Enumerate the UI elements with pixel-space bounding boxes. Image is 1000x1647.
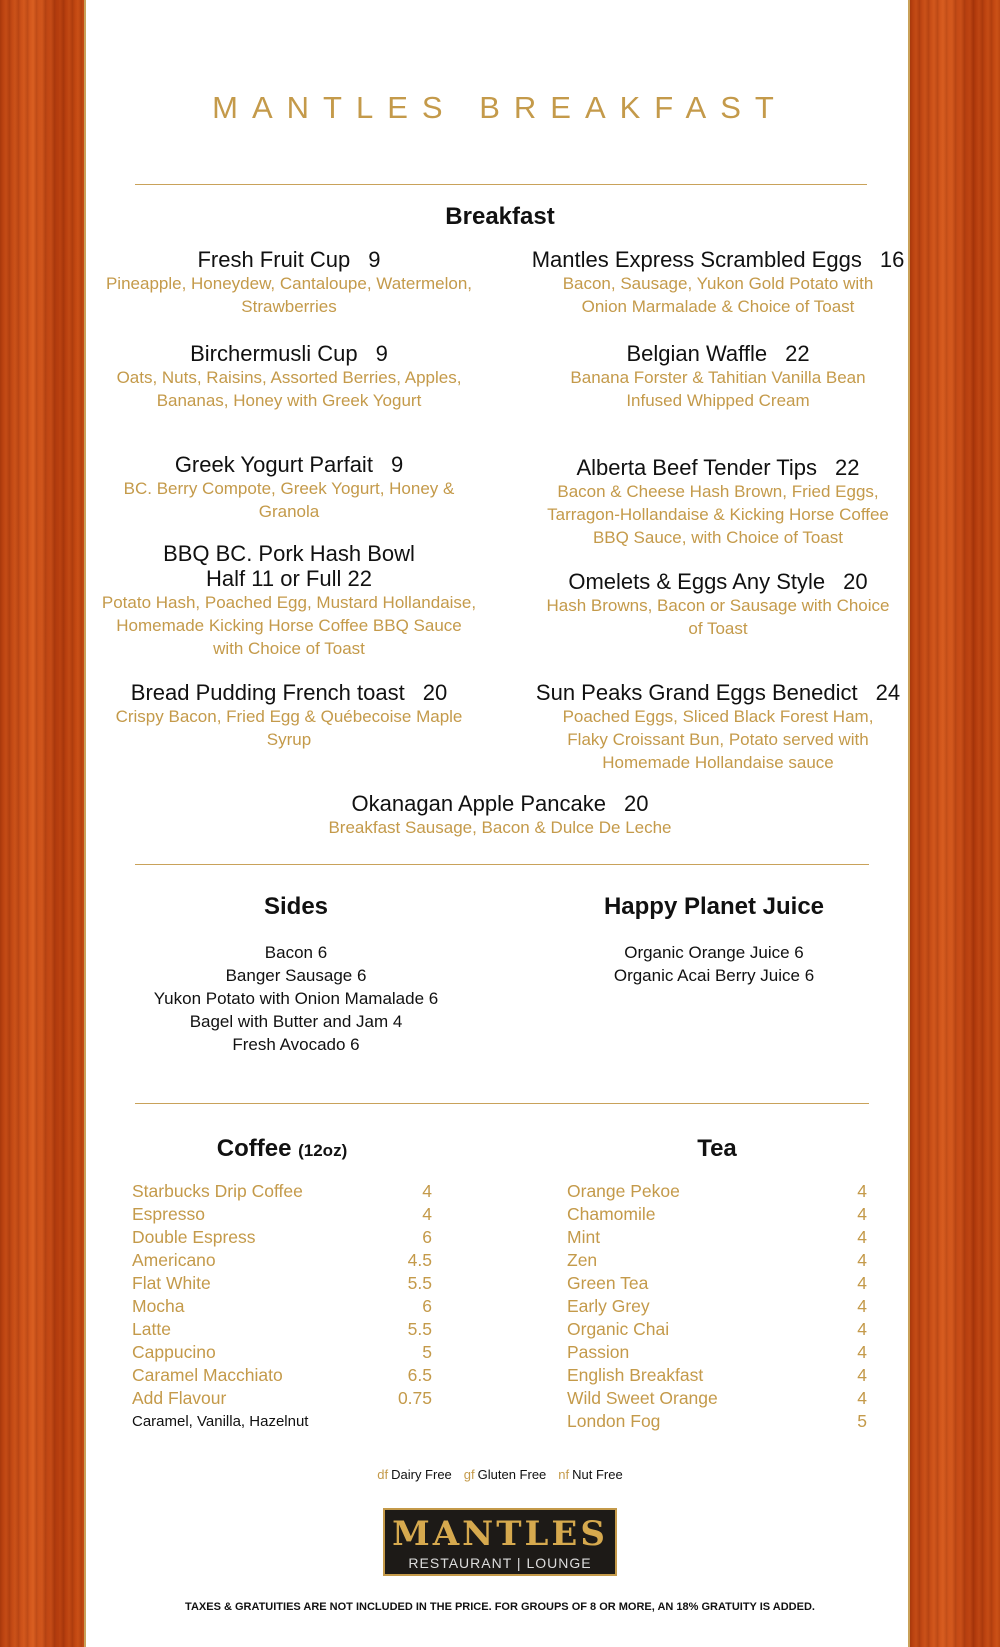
price-row: [567, 1249, 867, 1272]
menu-title: MANTLES BREAKFAST: [212, 90, 788, 125]
coffee-heading: [132, 1135, 432, 1163]
legend-abbr: gf: [463, 1467, 475, 1482]
menu-item-description: with Choice of Toast: [213, 639, 365, 658]
drink-price: 4: [857, 1181, 867, 1201]
list-item: Banger Sausage 6: [225, 966, 367, 985]
legend-abbr: df: [377, 1467, 389, 1482]
drink-name: English Breakfast: [567, 1365, 704, 1385]
list-item: Yukon Potato with Onion Mamalade 6: [153, 989, 439, 1008]
menu-item-price: 9: [368, 247, 381, 272]
legend-abbr: nf: [558, 1467, 570, 1482]
menu-item-description: Infused Whipped Cream: [626, 391, 810, 410]
menu-item-price: 16: [879, 247, 905, 272]
menu-item-description: of Toast: [688, 619, 748, 638]
menu-item-description: Homemade Hollandaise sauce: [602, 753, 834, 772]
drink-name: Zen: [567, 1250, 598, 1270]
price-row: [132, 1318, 432, 1341]
legend-label: Gluten Free: [477, 1467, 547, 1482]
drink-name: Orange Pekoe: [567, 1181, 680, 1201]
logo-tagline: RESTAURANT | LOUNGE: [408, 1555, 592, 1571]
menu-item-name: Belgian Waffle: [626, 341, 768, 366]
sides-heading: Sides: [263, 893, 329, 920]
menu-item: [520, 341, 916, 412]
menu-item-title: [520, 680, 916, 705]
drink-name: Double Espress: [132, 1227, 256, 1247]
menu-item: [84, 247, 494, 318]
menu-item-price: 22: [835, 455, 860, 480]
menu-item-description: Pineapple, Honeydew, Cantaloupe, Watermelon,: [105, 274, 473, 293]
drink-name: Organic Chai: [567, 1319, 670, 1339]
drink-price: 4: [857, 1296, 867, 1316]
breakfast-heading: Breakfast: [445, 203, 555, 230]
drink-name: Mocha: [132, 1296, 185, 1316]
menu-item-description: Homemade Kicking Horse Coffee BBQ Sauce: [116, 616, 462, 635]
logo-name: MANTLES: [392, 1514, 608, 1554]
menu-item-title: [84, 541, 494, 566]
menu-item-description: Syrup: [266, 730, 312, 749]
price-row: [132, 1295, 432, 1318]
menu-item-name: Mantles Express Scrambled Eggs: [531, 247, 862, 272]
menu-item: [84, 680, 494, 751]
price-row: [132, 1272, 432, 1295]
dietary-legend: [0, 1467, 1000, 1482]
menu-item-title: [250, 791, 750, 816]
drink-price: 6.5: [407, 1365, 432, 1385]
menu-item: [84, 452, 494, 523]
menu-item-description: Tarragon-Hollandaise & Kicking Horse Coffee: [547, 505, 889, 524]
drink-price: 4: [857, 1388, 867, 1408]
drink-price: 4: [857, 1250, 867, 1270]
drink-name: Starbucks Drip Coffee: [132, 1181, 303, 1201]
drink-price: 4: [422, 1181, 432, 1201]
juice-heading: Happy Planet Juice: [603, 893, 825, 920]
menu-item-description: Potato Hash, Poached Egg, Mustard Hollandaise,: [101, 593, 477, 612]
menu-item-portion: Half 11 or Full 22: [206, 566, 372, 591]
menu-item: [520, 455, 916, 549]
drink-price: 6: [422, 1227, 432, 1247]
menu-item-description: Bacon, Sausage, Yukon Gold Potato with: [562, 274, 874, 293]
legend-label: Dairy Free: [391, 1467, 452, 1482]
price-row: [132, 1249, 432, 1272]
menu-item-title: [84, 452, 494, 477]
legend-label: Nut Free: [572, 1467, 623, 1482]
divider: [135, 864, 869, 865]
price-row: [132, 1341, 432, 1364]
menu-item-description: Poached Eggs, Sliced Black Forest Ham,: [562, 707, 874, 726]
menu-item-description: Strawberries: [241, 297, 337, 316]
menu-item-name: Birchermusli Cup: [190, 341, 358, 366]
menu-item-description: BC. Berry Compote, Greek Yogurt, Honey &: [123, 479, 455, 498]
menu-item-description: Crispy Bacon, Fried Egg & Québecoise Maple: [115, 707, 463, 726]
menu-item: [520, 247, 916, 318]
juice-list: [584, 941, 844, 987]
price-row: [567, 1180, 867, 1203]
coffee-list: [132, 1180, 432, 1410]
menu-item-price: 20: [422, 680, 448, 705]
divider: [135, 184, 867, 185]
menu-item-title: [520, 247, 916, 272]
list-item: Organic Acai Berry Juice 6: [613, 966, 815, 985]
menu-item-description: Banana Forster & Tahitian Vanilla Bean: [570, 368, 866, 387]
drink-price: 4: [422, 1204, 432, 1224]
price-row: [567, 1410, 867, 1433]
menu-item-description: Bacon & Cheese Hash Brown, Fried Eggs,: [557, 482, 879, 501]
menu-item-price: 9: [375, 341, 388, 366]
drink-name: Green Tea: [567, 1273, 649, 1293]
menu-item-description: Onion Marmalade & Choice of Toast: [581, 297, 855, 316]
price-row: [132, 1226, 432, 1249]
menu-item: [84, 341, 494, 412]
price-row: [567, 1318, 867, 1341]
price-row: [567, 1295, 867, 1318]
menu-item-price: 9: [390, 452, 404, 477]
price-row: [567, 1226, 867, 1249]
drink-price: 5: [422, 1342, 432, 1362]
drink-name: Flat White: [132, 1273, 211, 1293]
drink-name: Mint: [567, 1227, 601, 1247]
drink-name: Latte: [132, 1319, 171, 1339]
drink-name: Early Grey: [567, 1296, 650, 1316]
drink-price: 5.5: [407, 1273, 432, 1293]
menu-item: [520, 680, 916, 774]
coffee-size-note: (12oz): [298, 1141, 348, 1160]
menu-item-description: Flaky Croissant Bun, Potato served with: [567, 730, 869, 749]
menu-item-description: Breakfast Sausage, Bacon & Dulce De Leche: [328, 818, 672, 837]
drink-price: 5: [857, 1411, 867, 1431]
menu-item-name: Bread Pudding French toast: [130, 680, 405, 705]
menu-item-description: BBQ Sauce, with Choice of Toast: [592, 528, 844, 547]
menu-item-description: Granola: [258, 502, 320, 521]
wood-background-right: [910, 0, 1000, 1647]
menu-item-name: Sun Peaks Grand Eggs Benedict: [535, 680, 858, 705]
price-row: [567, 1203, 867, 1226]
drink-name: Add Flavour: [132, 1388, 227, 1408]
menu-item: [84, 541, 494, 660]
list-item: Fresh Avocado 6: [232, 1035, 360, 1054]
menu-item-price: 22: [785, 341, 810, 366]
coffee-heading-label: Coffee: [216, 1135, 292, 1162]
drink-name: Caramel Macchiato: [132, 1365, 283, 1385]
drink-name: Wild Sweet Orange: [567, 1388, 718, 1408]
drink-price: 4: [857, 1342, 867, 1362]
menu-item-price: 20: [843, 569, 868, 594]
menu-item-name: Greek Yogurt Parfait: [174, 452, 373, 477]
drink-price: 6: [422, 1296, 432, 1316]
menu-item-title: [84, 341, 494, 366]
list-item: Bacon 6: [264, 943, 328, 962]
drink-price: 4: [857, 1365, 867, 1385]
legend-entry: [464, 1467, 547, 1482]
price-row: [132, 1203, 432, 1226]
menu-item-title: [520, 341, 916, 366]
menu-item-description: Oats, Nuts, Raisins, Assorted Berries, Apples,: [116, 368, 462, 387]
drink-price: 4.5: [407, 1250, 432, 1270]
drink-name: Cappucino: [132, 1342, 216, 1362]
menu-item-title: [84, 247, 494, 272]
price-row: [132, 1180, 432, 1203]
coffee-flavours: Caramel, Vanilla, Hazelnut: [132, 1413, 309, 1430]
menu-item-description: Bananas, Honey with Greek Yogurt: [156, 391, 422, 410]
price-row: [567, 1364, 867, 1387]
legend-entry: [558, 1467, 622, 1482]
menu-item-description: Hash Browns, Bacon or Sausage with Choice: [546, 596, 890, 615]
price-row: [567, 1387, 867, 1410]
drink-name: Americano: [132, 1250, 216, 1270]
menu-item: [250, 791, 750, 839]
menu-item-title: [520, 569, 916, 594]
menu-item-name: Omelets & Eggs Any Style: [568, 569, 826, 594]
legend-entry: [377, 1467, 452, 1482]
drink-price: 4: [857, 1319, 867, 1339]
menu-item-title: [84, 680, 494, 705]
mantles-logo: [383, 1508, 617, 1576]
drink-price: 4: [857, 1204, 867, 1224]
menu-item-title: [520, 455, 916, 480]
drink-name: Chamomile: [567, 1204, 656, 1224]
list-item: Organic Orange Juice 6: [624, 943, 804, 962]
tea-heading: Tea: [697, 1135, 737, 1162]
drink-price: 4: [857, 1273, 867, 1293]
drink-price: 5.5: [407, 1319, 432, 1339]
drink-price: 0.75: [397, 1388, 432, 1408]
menu-item-name: Okanagan Apple Pancake: [351, 791, 606, 816]
divider: [135, 1103, 869, 1104]
drink-name: Passion: [567, 1342, 630, 1362]
price-row: [567, 1272, 867, 1295]
menu-item-name: Fresh Fruit Cup: [197, 247, 351, 272]
footer-note: TAXES & GRATUITIES ARE NOT INCLUDED IN THE PRICE. FOR GROUPS OF 8 OR MORE, AN 18% GRATUITY IS ADDED.: [185, 1601, 815, 1613]
drink-name: Espresso: [132, 1204, 205, 1224]
menu-item: [520, 569, 916, 640]
price-row: [132, 1364, 432, 1387]
menu-item-name: Alberta Beef Tender Tips: [576, 455, 818, 480]
wood-background-left: [0, 0, 84, 1647]
price-row: [567, 1341, 867, 1364]
tea-list: [567, 1180, 867, 1433]
menu-item-price: 20: [623, 791, 649, 816]
drink-name: London Fog: [567, 1411, 661, 1431]
menu-item-price: 24: [875, 680, 901, 705]
menu-item-name: BBQ BC. Pork Hash Bowl: [163, 541, 415, 566]
drink-price: 4: [857, 1227, 867, 1247]
sides-list: [130, 941, 462, 1056]
price-row: [132, 1387, 432, 1410]
list-item: Bagel with Butter and Jam 4: [189, 1012, 403, 1031]
